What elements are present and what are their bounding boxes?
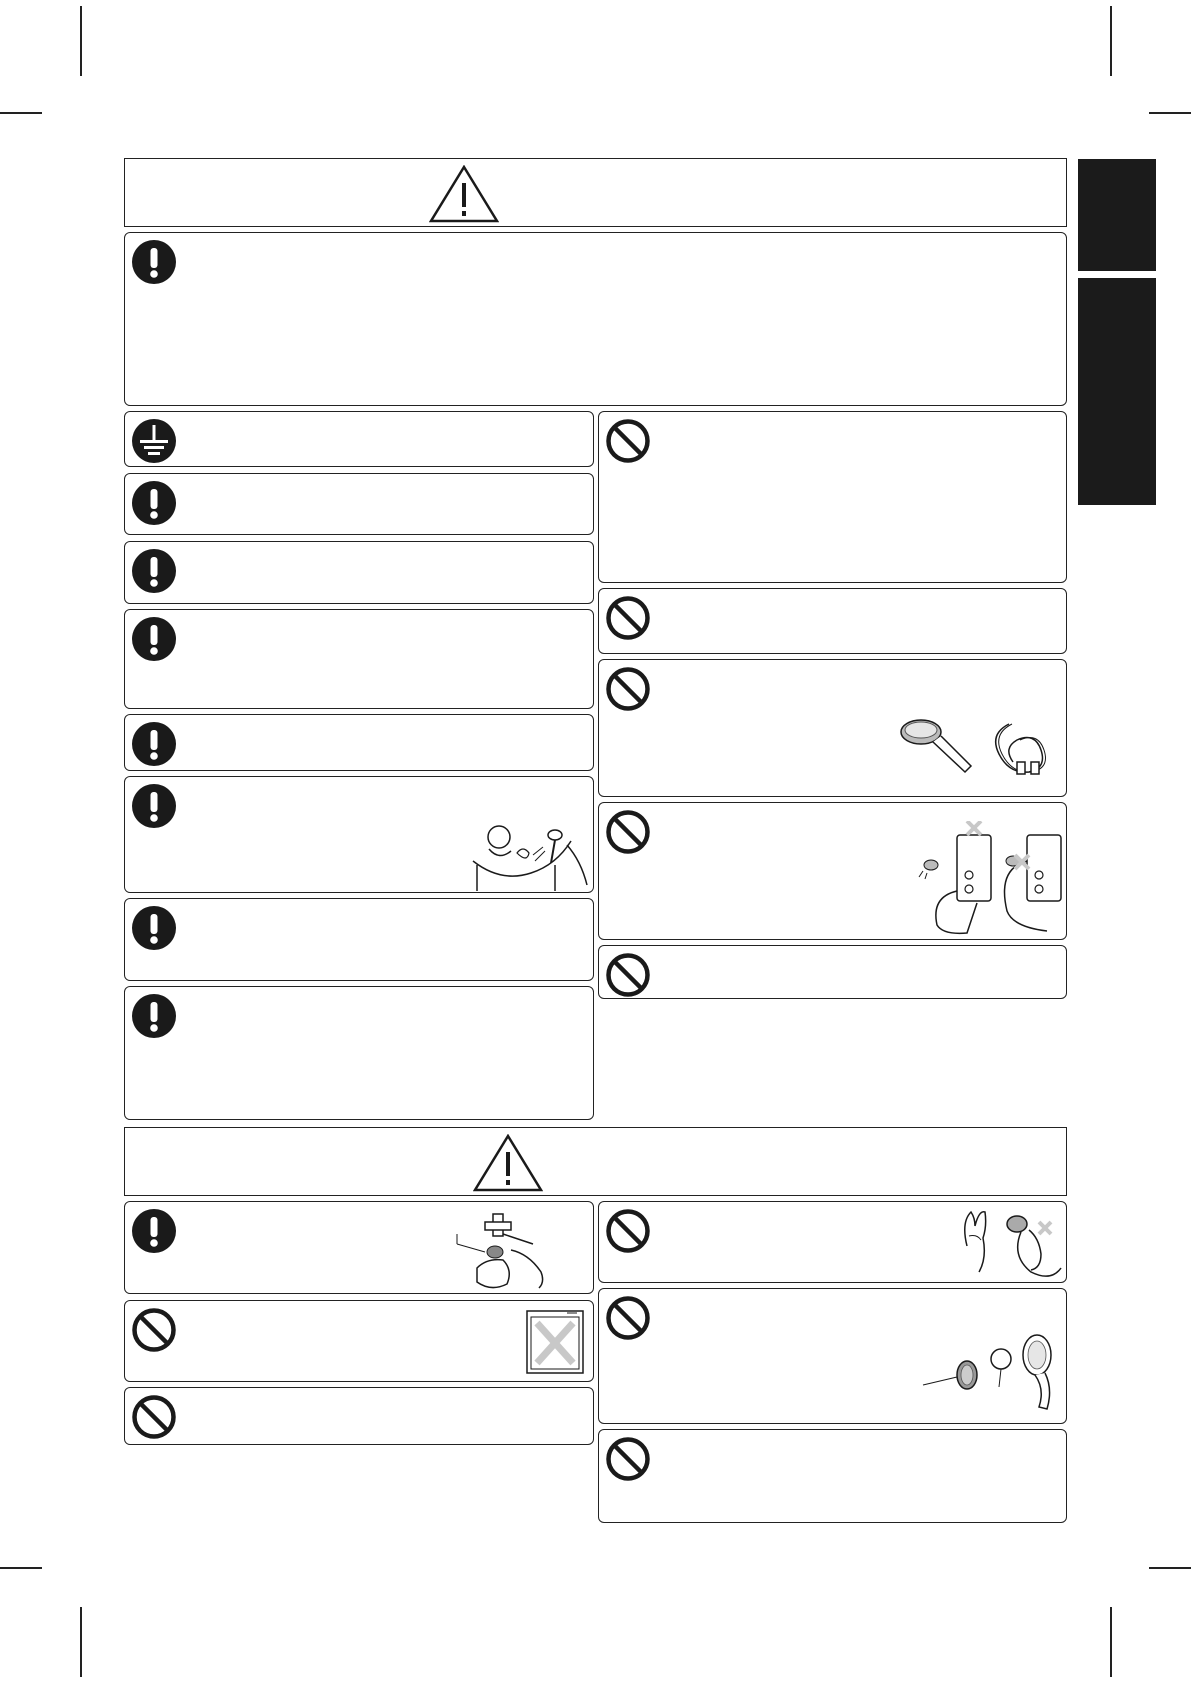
- crop-mark: [1149, 112, 1191, 114]
- section-tab: [1078, 159, 1156, 271]
- shower-head-parts-illustration: [921, 1329, 1067, 1419]
- prohibited-circle-icon: [605, 809, 651, 855]
- prohibited-circle-icon: [605, 1295, 651, 1341]
- water-heater-illustration: [917, 821, 1067, 937]
- section-tab: [1078, 278, 1156, 505]
- warning-triangle-icon: [473, 1134, 543, 1197]
- tap-filter-cleaning-illustration: [455, 1210, 555, 1290]
- prohibited-circle-icon: [605, 595, 651, 641]
- crop-mark: [1149, 1567, 1191, 1569]
- prohibited-circle-icon: [605, 418, 651, 464]
- notice-box: [124, 609, 594, 709]
- prohibited-circle-icon: [605, 952, 651, 998]
- notice-box: [124, 411, 594, 467]
- exclamation-circle-icon: [131, 905, 177, 951]
- shower-head-and-hose-illustration: [899, 716, 1049, 782]
- prohibited-circle-icon: [605, 1436, 651, 1482]
- notice-box: [598, 411, 1067, 583]
- notice-box: [124, 986, 594, 1120]
- notice-box: [124, 776, 594, 893]
- crop-mark: [0, 112, 42, 114]
- crossed-out-appliance-illustration: [525, 1307, 587, 1375]
- notice-box: [124, 898, 594, 981]
- caution-header: [124, 1127, 1067, 1196]
- notice-box: [598, 588, 1067, 654]
- crop-mark: [80, 6, 82, 76]
- notice-box: [598, 1201, 1067, 1283]
- prohibited-circle-icon: [131, 1394, 177, 1440]
- exclamation-circle-icon: [131, 721, 177, 767]
- exclamation-circle-icon: [131, 783, 177, 829]
- notice-box: [124, 541, 594, 604]
- crop-mark: [1110, 6, 1112, 76]
- crop-mark: [0, 1567, 42, 1569]
- crop-mark: [1110, 1607, 1112, 1677]
- notice-box: [598, 1429, 1067, 1523]
- crop-mark: [80, 1607, 82, 1677]
- prohibited-circle-icon: [131, 1307, 177, 1353]
- prohibited-circle-icon: [605, 1208, 651, 1254]
- notice-box: [598, 945, 1067, 999]
- exclamation-circle-icon: [131, 1208, 177, 1254]
- exclamation-circle-icon: [131, 548, 177, 594]
- notice-box: [124, 232, 1067, 406]
- warning-triangle-icon: [429, 165, 499, 228]
- hand-and-shower-illustration: [957, 1206, 1065, 1278]
- exclamation-circle-icon: [131, 480, 177, 526]
- notice-box: [124, 1387, 594, 1445]
- notice-box: [124, 1201, 594, 1294]
- warning-header: [124, 158, 1067, 227]
- exclamation-circle-icon: [131, 616, 177, 662]
- notice-box: [124, 714, 594, 771]
- notice-box: [598, 1288, 1067, 1424]
- bathing-child-illustration: [471, 821, 589, 891]
- exclamation-circle-icon: [131, 993, 177, 1039]
- notice-box: [598, 659, 1067, 797]
- notice-box: [598, 802, 1067, 940]
- earth-ground-icon: [131, 418, 177, 464]
- prohibited-circle-icon: [605, 666, 651, 712]
- notice-box: [124, 1300, 594, 1382]
- exclamation-circle-icon: [131, 239, 177, 285]
- notice-box: [124, 473, 594, 535]
